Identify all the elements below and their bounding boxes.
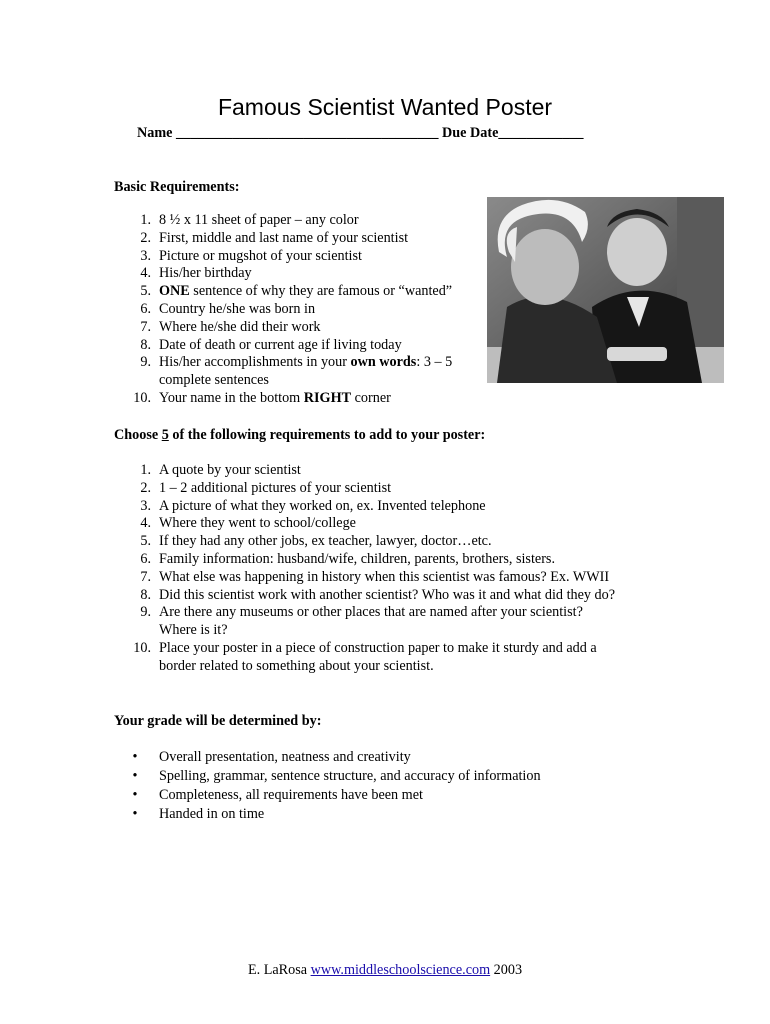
list-item (114, 748, 541, 767)
list-item-number: 3. (140, 247, 151, 264)
list-item (114, 265, 452, 283)
due-date-label: Due Date (442, 125, 499, 141)
list-item-number: 7. (140, 568, 151, 585)
grade-criteria-list (114, 748, 541, 824)
list-item-number: 8. (140, 586, 151, 603)
choose-count: 5 (161, 427, 169, 443)
list-item-number: 6. (140, 300, 151, 317)
list-item (114, 604, 615, 640)
list-item-text: Overall presentation, neatness and creativity (159, 749, 411, 765)
list-item-text: Country he/she was born in (159, 300, 316, 317)
list-item-text: Spelling, grammar, sentence structure, and accuracy of information (159, 768, 541, 784)
list-item-text: Completeness, all requirements have been met (159, 787, 423, 803)
list-item (114, 319, 452, 337)
choose-requirements-list (114, 462, 615, 676)
list-item-text: 1 – 2 additional pictures of your scientist (159, 479, 392, 496)
list-item-text: What else was happening in history when this scientist was famous? Ex. WWII (159, 568, 610, 585)
list-item (114, 569, 615, 587)
list-item (114, 805, 541, 824)
scientists-photo (487, 197, 724, 383)
list-item (114, 587, 615, 605)
list-item-number: 5. (140, 283, 151, 300)
list-item-number: 10. (133, 389, 151, 406)
footer-year: 2003 (493, 962, 523, 978)
list-item-text: 8 ½ x 11 sheet of paper – any color (159, 212, 359, 228)
list-item-text: corner (351, 389, 391, 406)
list-item-number: 1. (140, 462, 151, 478)
basic-requirements-heading: Basic Requirements: (114, 179, 240, 195)
list-item-text: RIGHT (303, 389, 352, 406)
bullet-icon: • (132, 787, 138, 803)
list-item (114, 283, 452, 301)
list-item-number: 9. (140, 604, 151, 621)
list-item-number: 8. (140, 336, 151, 353)
list-item-text: Handed in on time (159, 806, 265, 822)
basic-requirements-list (114, 212, 452, 408)
list-item-text: Family information: husband/wife, children, parents, brothers, sisters. (159, 550, 555, 567)
list-item-text: Where he/she did their work (159, 318, 321, 335)
list-item-text: sentence of why they are famous or “wanted” (189, 283, 453, 300)
list-item-text: Picture or mugshot of your scientist (159, 247, 362, 264)
list-item-text: A picture of what they worked on, ex. Invented telephone (159, 497, 486, 514)
choose-requirements-heading: Choose 5 of the following requirements to add to your poster: (114, 427, 486, 443)
list-item-number: 2. (140, 229, 151, 246)
list-item-text: own words (350, 354, 417, 371)
list-item-text: Place your poster in a piece of construction paper to make it sturdy and add a (159, 639, 597, 656)
list-item-number: 7. (140, 318, 151, 335)
list-item-text: : 3 – 5 (416, 354, 453, 371)
name-due-line (137, 124, 584, 142)
list-item (114, 551, 615, 569)
list-item (114, 212, 452, 230)
list-item-text: Date of death or current age if living today (159, 336, 402, 353)
list-item (114, 301, 452, 319)
list-item-number: 10. (133, 639, 151, 656)
list-item-text: First, middle and last name of your scientist (159, 229, 409, 246)
list-item (114, 640, 615, 676)
list-item-text: Where they went to school/college (159, 515, 356, 532)
page-title: Famous Scientist Wanted Poster (217, 94, 553, 120)
bullet-icon: • (132, 749, 138, 765)
list-item (114, 786, 541, 805)
list-item-number: 5. (140, 533, 151, 550)
list-item-text: Your name in the bottom (159, 389, 304, 406)
list-item (114, 337, 452, 355)
list-item (114, 498, 615, 516)
list-item (114, 480, 615, 498)
bullet-icon: • (132, 806, 138, 822)
list-item (114, 248, 452, 266)
list-item-text: border related to something about your scientist. (159, 657, 434, 674)
list-item-text: Did this scientist work with another scientist? Who was it and what did they do? (159, 586, 616, 603)
list-item (114, 515, 615, 533)
list-item-text: A quote by your scientist (159, 462, 301, 478)
list-item (114, 390, 452, 408)
list-item (114, 354, 452, 390)
list-item-text: ONE (159, 283, 190, 300)
list-item-number: 4. (140, 265, 151, 282)
list-item-text: Where is it? (159, 622, 228, 639)
list-item (114, 767, 541, 786)
list-item-number: 6. (140, 550, 151, 567)
list-item-number: 1. (140, 212, 151, 228)
list-item-number: 9. (140, 354, 151, 371)
due-date-blank[interactable]: ____________ (498, 125, 584, 141)
list-item-text: If they had any other jobs, ex teacher, lawyer, doctor…etc. (159, 533, 492, 550)
list-item (114, 533, 615, 551)
name-label: Name (137, 125, 173, 141)
footer-author: E. LaRosa (247, 962, 308, 978)
list-item (114, 462, 615, 480)
list-item-number: 3. (140, 497, 151, 514)
list-item-text: complete sentences (159, 372, 269, 389)
list-item-number: 2. (140, 479, 151, 496)
list-item-text: Are there any museums or other places that are named after your scientist? (159, 604, 583, 621)
bullet-icon: • (132, 768, 138, 784)
list-item-number: 4. (140, 515, 151, 532)
footer (0, 961, 770, 979)
name-blank[interactable]: _____________________________________ (176, 125, 439, 141)
list-item-text: His/her birthday (159, 265, 252, 282)
list-item (114, 230, 452, 248)
grade-heading: Your grade will be determined by: (114, 713, 322, 729)
list-item-text: His/her accomplishments in your (159, 354, 351, 371)
footer-link[interactable]: www.middleschoolscience.com (310, 962, 491, 978)
